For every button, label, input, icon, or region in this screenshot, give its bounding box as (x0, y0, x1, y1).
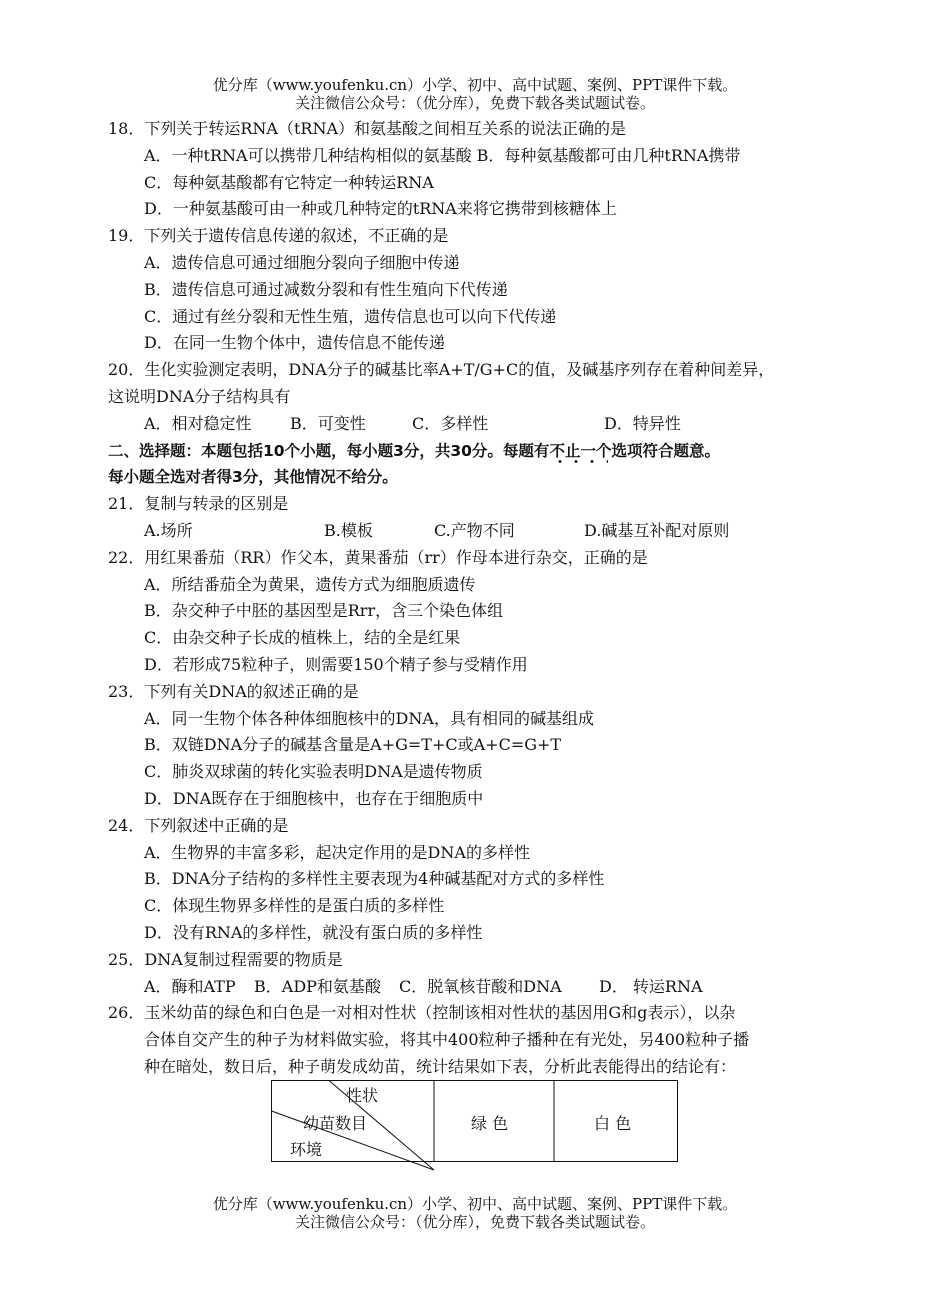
q21-option-a: A.场所 (144, 520, 193, 540)
q21-option-b: B.模板 (324, 520, 373, 540)
q20-options (108, 411, 868, 438)
q19-stem: 19．下列关于遗传信息传递的叙述，不正确的是 (108, 226, 449, 246)
table-header-green: 绿 色 (471, 1114, 509, 1133)
q26-line-2: 合体自交产生的种子为材料做实验，将其中400粒种子播种在有光处，另400粒种子播 (144, 1030, 750, 1050)
section2-heading-1 (108, 438, 868, 465)
q24-option-b: B．DNA分子结构的多样性主要表现为4种碱基配对方式的多样性 (144, 869, 605, 889)
section2-heading-pre: 二、选择题：本题包括10个小题，每小题3分，共30分。每题有 (108, 441, 550, 460)
q23-option-d: D．DNA既存在于细胞核中，也存在于细胞质中 (144, 788, 484, 808)
q22-option-b: B．杂交种子中胚的基因型是Rrr，含三个染色体组 (144, 601, 504, 621)
q19-option-c: C．通过有丝分裂和无性生殖，遗传信息也可以向下代传递 (144, 306, 557, 326)
header-line-2: 关注微信公众号：（优分库），免费下载各类试题试卷。 (294, 94, 655, 112)
table-corner-environment: 环境 (290, 1140, 323, 1159)
q25-stem: 25．DNA复制过程需要的物质是 (108, 949, 343, 969)
footer-line-2: 关注微信公众号：（优分库），免费下载各类试题试卷。 (294, 1213, 655, 1231)
q19-option-b: B．遗传信息可通过减数分裂和有性生殖向下代传递 (144, 279, 508, 299)
q22-option-c: C．由杂交种子长成的植株上，结的全是红果 (144, 628, 461, 648)
q25-option-b: B．ADP和氨基酸 (254, 976, 381, 996)
q21-option-d: D.碱基互补配对原则 (584, 520, 730, 540)
q18-stem: 18．下列关于转运RNA（tRNA）和氨基酸之间相互关系的说法正确的是 (108, 119, 626, 138)
q18-option-d: D．一种氨基酸可由一种或几种特定的tRNA来将它携带到核糖体上 (144, 199, 617, 219)
table-header-white: 白 色 (594, 1114, 632, 1133)
q25-option-a: A．酶和ATP (144, 976, 236, 996)
q20-option-a: A．相对稳定性 (144, 413, 252, 433)
q23-option-a: A．同一生物个体各种体细胞核中的DNA，具有相同的碱基组成 (144, 708, 594, 728)
q19-option-d: D．在同一生物个体中，遗传信息不能传递 (144, 333, 445, 353)
q25-options (108, 974, 868, 1001)
q22-option-d: D．若形成75粒种子，则需要150个精子参与受精作用 (144, 654, 528, 674)
q26-line-1: 26．玉米幼苗的绿色和白色是一对相对性状（控制该相对性状的基因用G和g表示），以杂 (108, 1003, 736, 1023)
q21-options (108, 518, 868, 545)
q20-option-c: C．多样性 (412, 413, 489, 433)
table-corner-trait: 性状 (346, 1086, 379, 1105)
q20-option-b: B．可变性 (290, 413, 366, 433)
header-line-1: 优分库（www.youfenku.cn）小学、初中、高中试题、案例、PPT课件下载。 (212, 76, 738, 94)
question-content (108, 116, 868, 1081)
q18-options-ab: A．一种tRNA可以携带几种结构相似的氨基酸 B．每种氨基酸都可由几种tRNA携带 (144, 145, 741, 165)
seedling-table (271, 1080, 678, 1162)
q24-stem: 24．下列叙述中正确的是 (108, 815, 289, 835)
footer-line-1: 优分库（www.youfenku.cn）小学、初中、高中试题、案例、PPT课件下载。 (212, 1195, 738, 1213)
table-corner-count: 幼苗数目 (303, 1114, 368, 1133)
q22-stem: 22．用红果番茄（RR）作父本，黄果番茄（rr）作母本进行杂交，正确的是 (108, 547, 648, 567)
section2-heading-2: 每小题全选对者得3分，其他情况不给分。 (108, 468, 398, 487)
q18-option-c: C．每种氨基酸都有它特定一种转运RNA (144, 172, 434, 192)
q20-option-d: D．特异性 (604, 413, 681, 433)
section2-emphasis: 不止一个 (549, 438, 611, 465)
q21-stem: 21．复制与转录的区别是 (108, 494, 289, 514)
section2-heading-post: 选项符合题意。 (611, 441, 720, 460)
q20-stem-1: 20．生化实验测定表明，DNA分子的碱基比率A+T/G+C的值，及碱基序列存在着种间差异， (108, 360, 775, 380)
q25-option-c: C．脱氧核苷酸和DNA (399, 976, 562, 996)
q21-option-c: C.产物不同 (434, 520, 515, 540)
q25-option-d: D． 转运RNA (599, 976, 703, 996)
q23-option-b: B．双链DNA分子的碱基含量是A+G=T+C或A+C=G+T (144, 735, 562, 755)
q26-line-3: 种在暗处，数日后，种子萌发成幼苗，统计结果如下表，分析此表能得出的结论有： (144, 1056, 737, 1076)
q20-stem-2: 这说明DNA分子结构具有 (108, 386, 291, 406)
q23-option-c: C．肺炎双球菌的转化实验表明DNA是遗传物质 (144, 762, 483, 782)
q23-stem: 23．下列有关DNA的叙述正确的是 (108, 681, 359, 701)
q24-option-c: C．体现生物界多样性的是蛋白质的多样性 (144, 896, 445, 916)
q24-option-d: D．没有RNA的多样性，就没有蛋白质的多样性 (144, 922, 483, 942)
q19-option-a: A．遗传信息可通过细胞分裂向子细胞中传递 (144, 252, 460, 272)
q22-option-a: A．所结番茄全为黄果，遗传方式为细胞质遗传 (144, 574, 476, 594)
q24-option-a: A．生物界的丰富多彩，起决定作用的是DNA的多样性 (144, 842, 530, 862)
